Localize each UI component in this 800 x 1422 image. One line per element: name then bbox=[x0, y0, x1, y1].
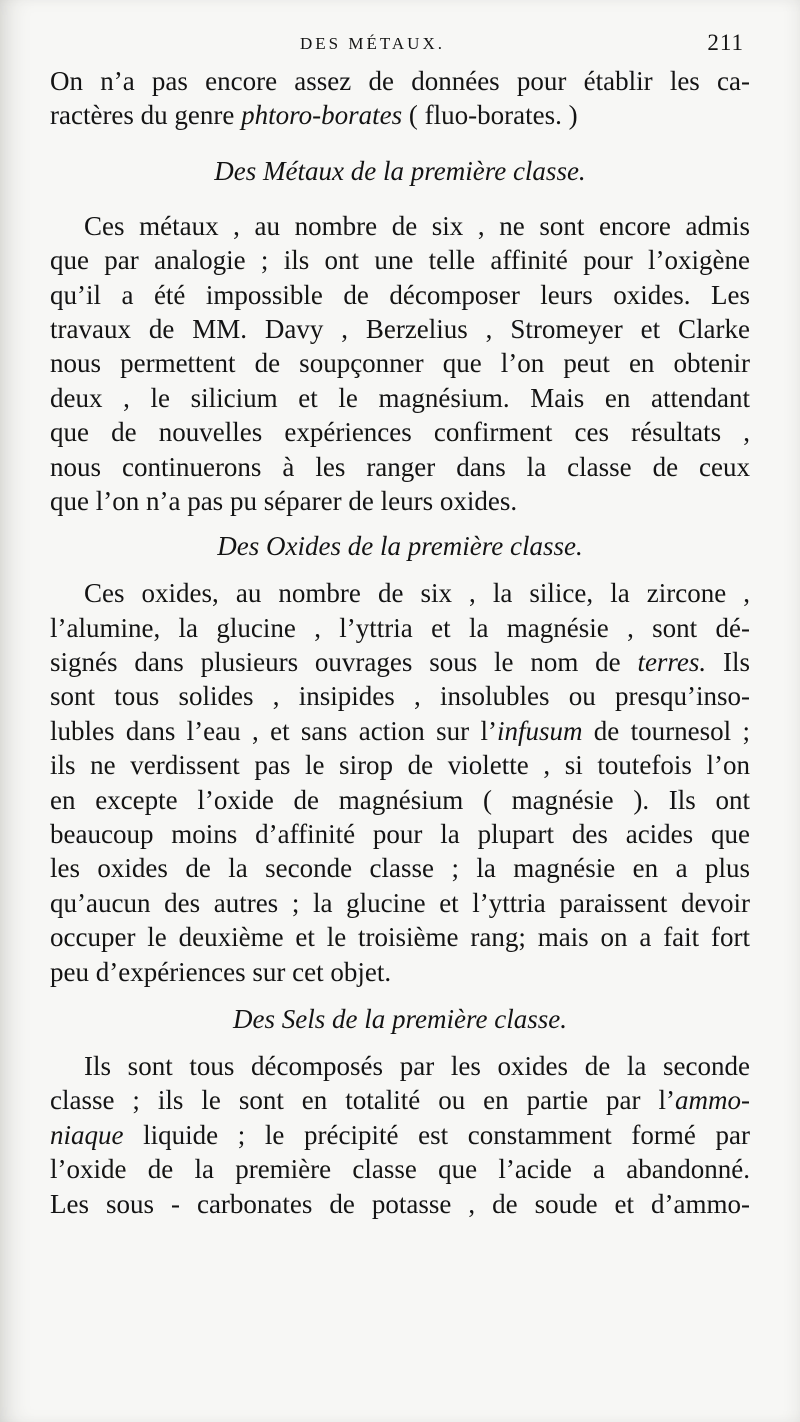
spacer bbox=[50, 518, 750, 526]
text-run: ( fluo-borates. ) bbox=[402, 100, 578, 131]
text-line: nous continuerons à les ranger dans la classe de ceux bbox=[50, 451, 750, 482]
text-line: Ces oxides, au nombre de six , la silice, la zircone , bbox=[84, 578, 750, 609]
text-line bbox=[50, 714, 750, 748]
text-run: ractères du genre bbox=[50, 100, 242, 131]
spacer bbox=[50, 566, 750, 576]
text-line bbox=[50, 645, 750, 679]
spacer bbox=[50, 193, 750, 209]
body-text bbox=[50, 64, 750, 1221]
text-run: de tournesol ; bbox=[582, 715, 750, 746]
text-run: signés dans plusieurs ouvrages sous le nom de bbox=[50, 647, 638, 678]
running-title: DES MÉTAUX. bbox=[300, 34, 445, 53]
text-line: beaucoup moins d’affinité pour la plupart des acides que bbox=[50, 819, 750, 850]
text-line: ils ne verdissent pas le sirop de violette , si toutefois l’on bbox=[50, 750, 750, 781]
text-line bbox=[50, 1118, 750, 1152]
text-line: peu d’expériences sur cet objet. bbox=[50, 956, 392, 987]
text-line: qu’il a été impossible de décomposer leurs oxides. Les bbox=[50, 279, 750, 310]
text-line: l’alumine, la glucine , l’yttria et la magnésie , sont dé- bbox=[50, 612, 750, 643]
text-run: Ils bbox=[706, 647, 750, 678]
text-line: sont tous solides , insipides , insolubles ou presqu’inso- bbox=[50, 681, 750, 712]
text-run: lubles dans l’eau , et sans action sur l’ bbox=[50, 715, 497, 746]
text-line: les oxides de la seconde classe ; la magnésie en a plus bbox=[50, 853, 750, 884]
text-line: qu’aucun des autres ; la glucine et l’yttria paraissent devoir bbox=[50, 887, 750, 918]
text-line: Les sous - carbonates de potasse , de soude et d’ammo- bbox=[50, 1188, 750, 1219]
spacer bbox=[50, 133, 750, 149]
text-line: l’oxide de la première classe que l’acide a abandonné. bbox=[50, 1154, 750, 1185]
text-line: deux , le silicium et le magnésium. Mais en attendant bbox=[50, 382, 750, 413]
italic-term: infusum bbox=[496, 715, 583, 746]
italic-term: ammo- bbox=[675, 1085, 750, 1116]
text-line: Ils sont tous décomposés par les oxides de la seconde bbox=[84, 1050, 750, 1081]
text-line: travaux de MM. Davy , Berzelius , Stromeyer et Clarke bbox=[50, 313, 750, 344]
running-head bbox=[0, 30, 800, 60]
text-line: que l’on n’a pas pu séparer de leurs oxides. bbox=[50, 485, 518, 516]
text-line: On n’a pas encore assez de données pour établir les ca- bbox=[50, 66, 750, 96]
text-line: en excepte l’oxide de magnésium ( magnésie ). Ils ont bbox=[50, 784, 750, 815]
spacer bbox=[50, 1039, 750, 1049]
text-line: occuper le deuxième et le troisième rang; mais on a fait fort bbox=[50, 922, 750, 953]
text-line: que par analogie ; ils ont une telle affinité pour l’oxigène bbox=[50, 245, 750, 276]
section-heading: Des Sels de la première classe. bbox=[233, 1003, 567, 1034]
text-line: nous permettent de soupçonner que l’on peut en obtenir bbox=[50, 348, 750, 379]
text-line: Ces métaux , au nombre de six , ne sont encore admis bbox=[84, 210, 750, 241]
spacer bbox=[50, 989, 750, 999]
italic-term: terres. bbox=[637, 647, 707, 678]
text-line bbox=[50, 1083, 750, 1117]
section-heading: Des Métaux de la première classe. bbox=[214, 155, 586, 186]
page-number: 211 bbox=[707, 30, 744, 55]
italic-term: phtoro-borates bbox=[241, 100, 403, 131]
italic-term: niaque bbox=[50, 1119, 124, 1150]
text-run: classe ; ils le sont en totalité ou en partie par l’ bbox=[50, 1085, 675, 1116]
text-line: que de nouvelles expériences confirment ces résultats , bbox=[50, 417, 750, 448]
text-run: liquide ; le précipité est constamment formé par bbox=[123, 1119, 750, 1150]
section-heading: Des Oxides de la première classe. bbox=[217, 531, 583, 562]
text-line bbox=[50, 98, 750, 132]
